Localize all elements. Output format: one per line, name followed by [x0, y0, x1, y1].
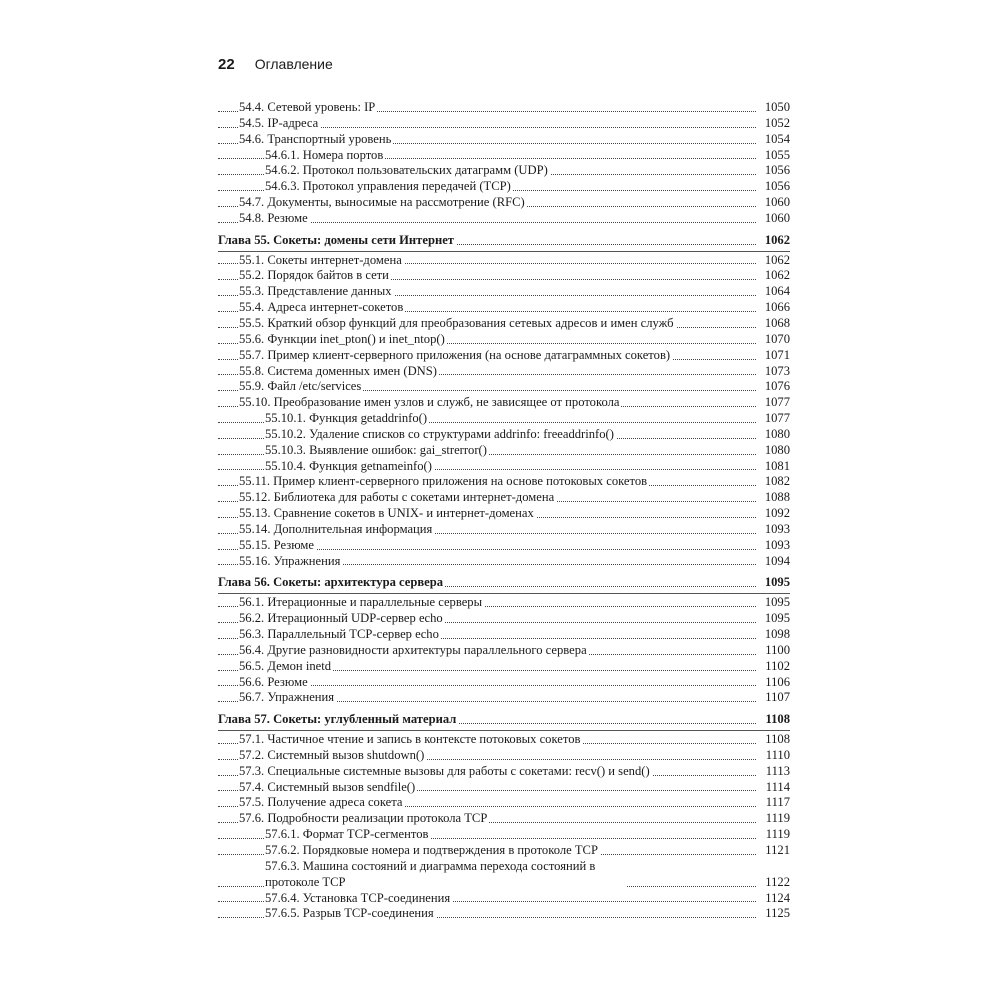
toc-entry-title: 57.6. Подробности реализации протокола TCP — [239, 811, 488, 826]
toc-entry-title: 55.5. Краткий обзор функций для преобразования сетевых адресов и имен служб — [239, 315, 674, 330]
toc-entry-title: 57.6.3. Машина состояний и диаграмма перехода состояний в протоколе TCP — [265, 859, 627, 891]
toc-entry-title: 55.8. Система доменных имен (DNS) — [239, 363, 437, 378]
toc-chapter — [218, 233, 790, 249]
toc-entry — [218, 332, 790, 348]
toc-entry — [218, 395, 790, 411]
toc-page-number: 1108 — [765, 732, 790, 747]
toc-page-number: 1062 — [764, 232, 790, 247]
toc-entry — [218, 163, 790, 179]
toc-page-number: 1077 — [764, 411, 790, 426]
toc-entry — [218, 506, 790, 522]
toc-entry-title: 55.16. Упражнения — [239, 553, 341, 568]
toc-page-number: 1119 — [765, 827, 790, 842]
toc-chapter — [218, 575, 790, 591]
running-title: Оглавление — [254, 56, 333, 72]
toc-entry — [218, 427, 790, 443]
toc-entry — [218, 795, 790, 811]
toc-entry-title: 56.1. Итерационные и параллельные серверы — [239, 595, 483, 610]
toc-entry-title: 57.5. Получение адреса сокета — [239, 795, 403, 810]
page-header — [218, 56, 333, 78]
toc-page-number: 1055 — [764, 147, 790, 162]
toc-page-number: 1080 — [764, 426, 790, 441]
toc-entry — [218, 827, 790, 843]
toc-entry-title: 55.6. Функции inet_pton() и inet_ntop() — [239, 331, 445, 346]
toc-entry — [218, 643, 790, 659]
toc-page-number: 1095 — [764, 611, 790, 626]
toc-page-number: 1056 — [764, 179, 790, 194]
toc-entry-title: 55.1. Сокеты интернет-домена — [239, 252, 402, 267]
toc-entry-title: 55.14. Дополнительная информация — [239, 521, 433, 536]
chapter-divider — [218, 730, 790, 731]
toc-entry — [218, 843, 790, 859]
toc-page-number: 1050 — [764, 100, 790, 114]
toc-entry — [218, 859, 790, 891]
toc-entry-title: 57.3. Специальные системные вызовы для работы с сокетами: recv() и send() — [239, 763, 650, 778]
toc-entry — [218, 780, 790, 796]
toc-entry — [218, 595, 790, 611]
toc-entry — [218, 627, 790, 643]
toc-entry-title: 57.6.2. Порядковые номера и подтверждения в протоколе TCP — [265, 842, 598, 857]
toc-page-number: 1098 — [764, 627, 790, 641]
toc-page-number: 1093 — [764, 521, 790, 536]
toc-chapter — [218, 712, 790, 728]
toc-page-number: 1054 — [764, 131, 790, 146]
toc-page-number: 1060 — [764, 210, 790, 225]
toc-entry — [218, 116, 790, 132]
toc-entry — [218, 411, 790, 427]
toc-entry — [218, 268, 790, 284]
toc-entry — [218, 253, 790, 269]
toc-entry — [218, 100, 790, 116]
toc-entry — [218, 195, 790, 211]
toc-entry-title: 55.12. Библиотека для работы с сокетами интернет-домена — [239, 490, 555, 505]
toc-entry-title: 54.6.1. Номера портов — [265, 147, 384, 162]
toc-entry — [218, 538, 790, 554]
toc-page-number: 1100 — [765, 642, 790, 657]
toc-page-number: 1095 — [764, 595, 790, 610]
toc-page-number: 1082 — [764, 474, 790, 489]
toc-entry-title: 55.10. Преобразование имен узлов и служб, не зависящее от протокола — [239, 395, 620, 410]
toc-page-number: 1108 — [765, 712, 790, 727]
toc-entry-title: 57.6.4. Установка TCP-соединения — [265, 890, 451, 905]
toc-entry — [218, 811, 790, 827]
toc-entry — [218, 316, 790, 332]
toc-entry — [218, 284, 790, 300]
toc-page-number: 1114 — [765, 779, 790, 794]
toc-entry-title: 57.1. Частичное чтение и запись в контексте потоковых сокетов — [239, 732, 581, 747]
toc-entry — [218, 764, 790, 780]
toc-page-number: 1073 — [764, 363, 790, 378]
toc-entry — [218, 732, 790, 748]
toc-page-number: 1122 — [765, 874, 790, 889]
toc-entry-title: 55.10.2. Удаление списков со структурами addrinfo: freeaddrinfo() — [265, 426, 614, 441]
toc-page-number: 1113 — [765, 763, 790, 778]
toc-page-number: 1121 — [765, 842, 790, 857]
toc-entry-title: 54.4. Сетевой уровень: IP — [239, 100, 376, 114]
toc-entry-title: 57.6.5. Разрыв TCP-соединения — [265, 906, 434, 921]
toc-entry-title: Глава 55. Сокеты: домены сети Интернет — [218, 232, 454, 247]
toc-entry-title: 55.10.1. Функция getaddrinfo() — [265, 411, 428, 426]
toc-entry — [218, 748, 790, 764]
toc-entry — [218, 443, 790, 459]
toc-entry — [218, 522, 790, 538]
toc-page-number: 1095 — [764, 575, 790, 590]
toc-entry-title: 55.11. Пример клиент-серверного приложения на основе потоковых сокетов — [239, 474, 648, 489]
toc-entry — [218, 364, 790, 380]
toc-entry-title: 55.4. Адреса интернет-сокетов — [239, 300, 404, 315]
toc-entry-title: 55.3. Представление данных — [239, 284, 392, 299]
toc-entry-title: Глава 57. Сокеты: углубленный материал — [218, 712, 457, 727]
toc-entry — [218, 211, 790, 227]
toc-entry — [218, 132, 790, 148]
toc-entry — [218, 906, 790, 922]
toc-entry-title: 54.6.3. Протокол управления передачей (TCP) — [265, 179, 511, 194]
toc-entry-title: 55.10.3. Выявление ошибок: gai_strerror() — [265, 442, 487, 457]
toc-page-number: 1062 — [764, 252, 790, 267]
toc-entry — [218, 690, 790, 706]
toc-page-number: 1062 — [764, 268, 790, 283]
toc-entry-title: 55.10.4. Функция getnameinfo() — [265, 458, 432, 473]
toc-entry — [218, 179, 790, 195]
toc-entry-title: 56.5. Демон inetd — [239, 658, 332, 673]
toc-entry-title: 55.9. Файл /etc/services — [239, 379, 362, 394]
toc-entry-title: 55.2. Порядок байтов в сети — [239, 268, 389, 283]
toc-entry-title: 56.7. Упражнения — [239, 690, 335, 705]
toc-entry-title: 55.15. Резюме — [239, 537, 314, 552]
toc-page-number: 1088 — [764, 490, 790, 505]
toc-entry-title: 54.6.2. Протокол пользовательских датаграмм (UDP) — [265, 163, 548, 178]
toc-entry-title: 57.2. Системный вызов shutdown() — [239, 747, 425, 762]
toc-entry — [218, 659, 790, 675]
toc-entry — [218, 554, 790, 570]
toc-entry — [218, 459, 790, 475]
toc-entry-title: 54.6. Транспортный уровень — [239, 131, 392, 146]
toc-page-number: 1077 — [764, 395, 790, 410]
toc-entry — [218, 891, 790, 907]
toc-entry — [218, 379, 790, 395]
toc-page-number: 1093 — [764, 537, 790, 552]
toc-page-number: 1107 — [765, 690, 790, 705]
toc-page-number: 1068 — [764, 315, 790, 330]
toc-entry-title: 54.7. Документы, выносимые на рассмотрение (RFC) — [239, 195, 525, 210]
toc-page-number: 1102 — [765, 658, 790, 673]
toc-entry — [218, 611, 790, 627]
page-number: 22 — [218, 56, 235, 73]
toc-entry-title: 56.3. Параллельный TCP-сервер echo — [239, 627, 439, 641]
toc-entry-title: 57.4. Системный вызов sendfile() — [239, 779, 416, 794]
toc-page-number: 1125 — [765, 906, 790, 921]
chapter-divider — [218, 593, 790, 594]
toc-entry-title: Глава 56. Сокеты: архитектура сервера — [218, 575, 444, 590]
toc-entry — [218, 490, 790, 506]
toc-entry-title: 57.6.1. Формат TCP-сегментов — [265, 827, 429, 842]
toc-page-number: 1070 — [764, 331, 790, 346]
table-of-contents — [218, 100, 790, 922]
toc-page-number: 1094 — [764, 553, 790, 568]
toc-entry — [218, 300, 790, 316]
toc-entry — [218, 148, 790, 164]
toc-page-number: 1117 — [765, 795, 790, 810]
toc-page-number: 1060 — [764, 195, 790, 210]
toc-entry-title: 54.8. Резюме — [239, 210, 308, 225]
toc-page-number: 1119 — [765, 811, 790, 826]
toc-entry-title: 56.6. Резюме — [239, 674, 308, 689]
toc-page-number: 1052 — [764, 115, 790, 130]
toc-entry-title: 55.7. Пример клиент-серверного приложения (на основе датаграммных сокетов) — [239, 347, 671, 362]
toc-page-number: 1106 — [765, 674, 790, 689]
toc-page-number: 1076 — [764, 379, 790, 394]
toc-page-number: 1080 — [764, 442, 790, 457]
toc-entry — [218, 675, 790, 691]
toc-page-number: 1124 — [765, 890, 790, 905]
toc-page-number: 1066 — [764, 300, 790, 315]
toc-entry-title: 54.5. IP-адреса — [239, 115, 319, 130]
toc-page-number: 1056 — [764, 163, 790, 178]
toc-entry-title: 56.2. Итерационный UDP-сервер echo — [239, 611, 443, 626]
toc-page-number: 1110 — [765, 747, 790, 762]
toc-entry-title: 55.13. Сравнение сокетов в UNIX- и интернет-доменах — [239, 506, 534, 521]
toc-entry — [218, 474, 790, 490]
toc-entry-title: 56.4. Другие разновидности архитектуры параллельного сервера — [239, 642, 587, 657]
toc-entry — [218, 348, 790, 364]
toc-page-number: 1092 — [764, 506, 790, 521]
toc-page-number: 1064 — [764, 284, 790, 299]
toc-page-number: 1081 — [764, 458, 790, 473]
chapter-divider — [218, 251, 790, 252]
toc-page-number: 1071 — [764, 347, 790, 362]
